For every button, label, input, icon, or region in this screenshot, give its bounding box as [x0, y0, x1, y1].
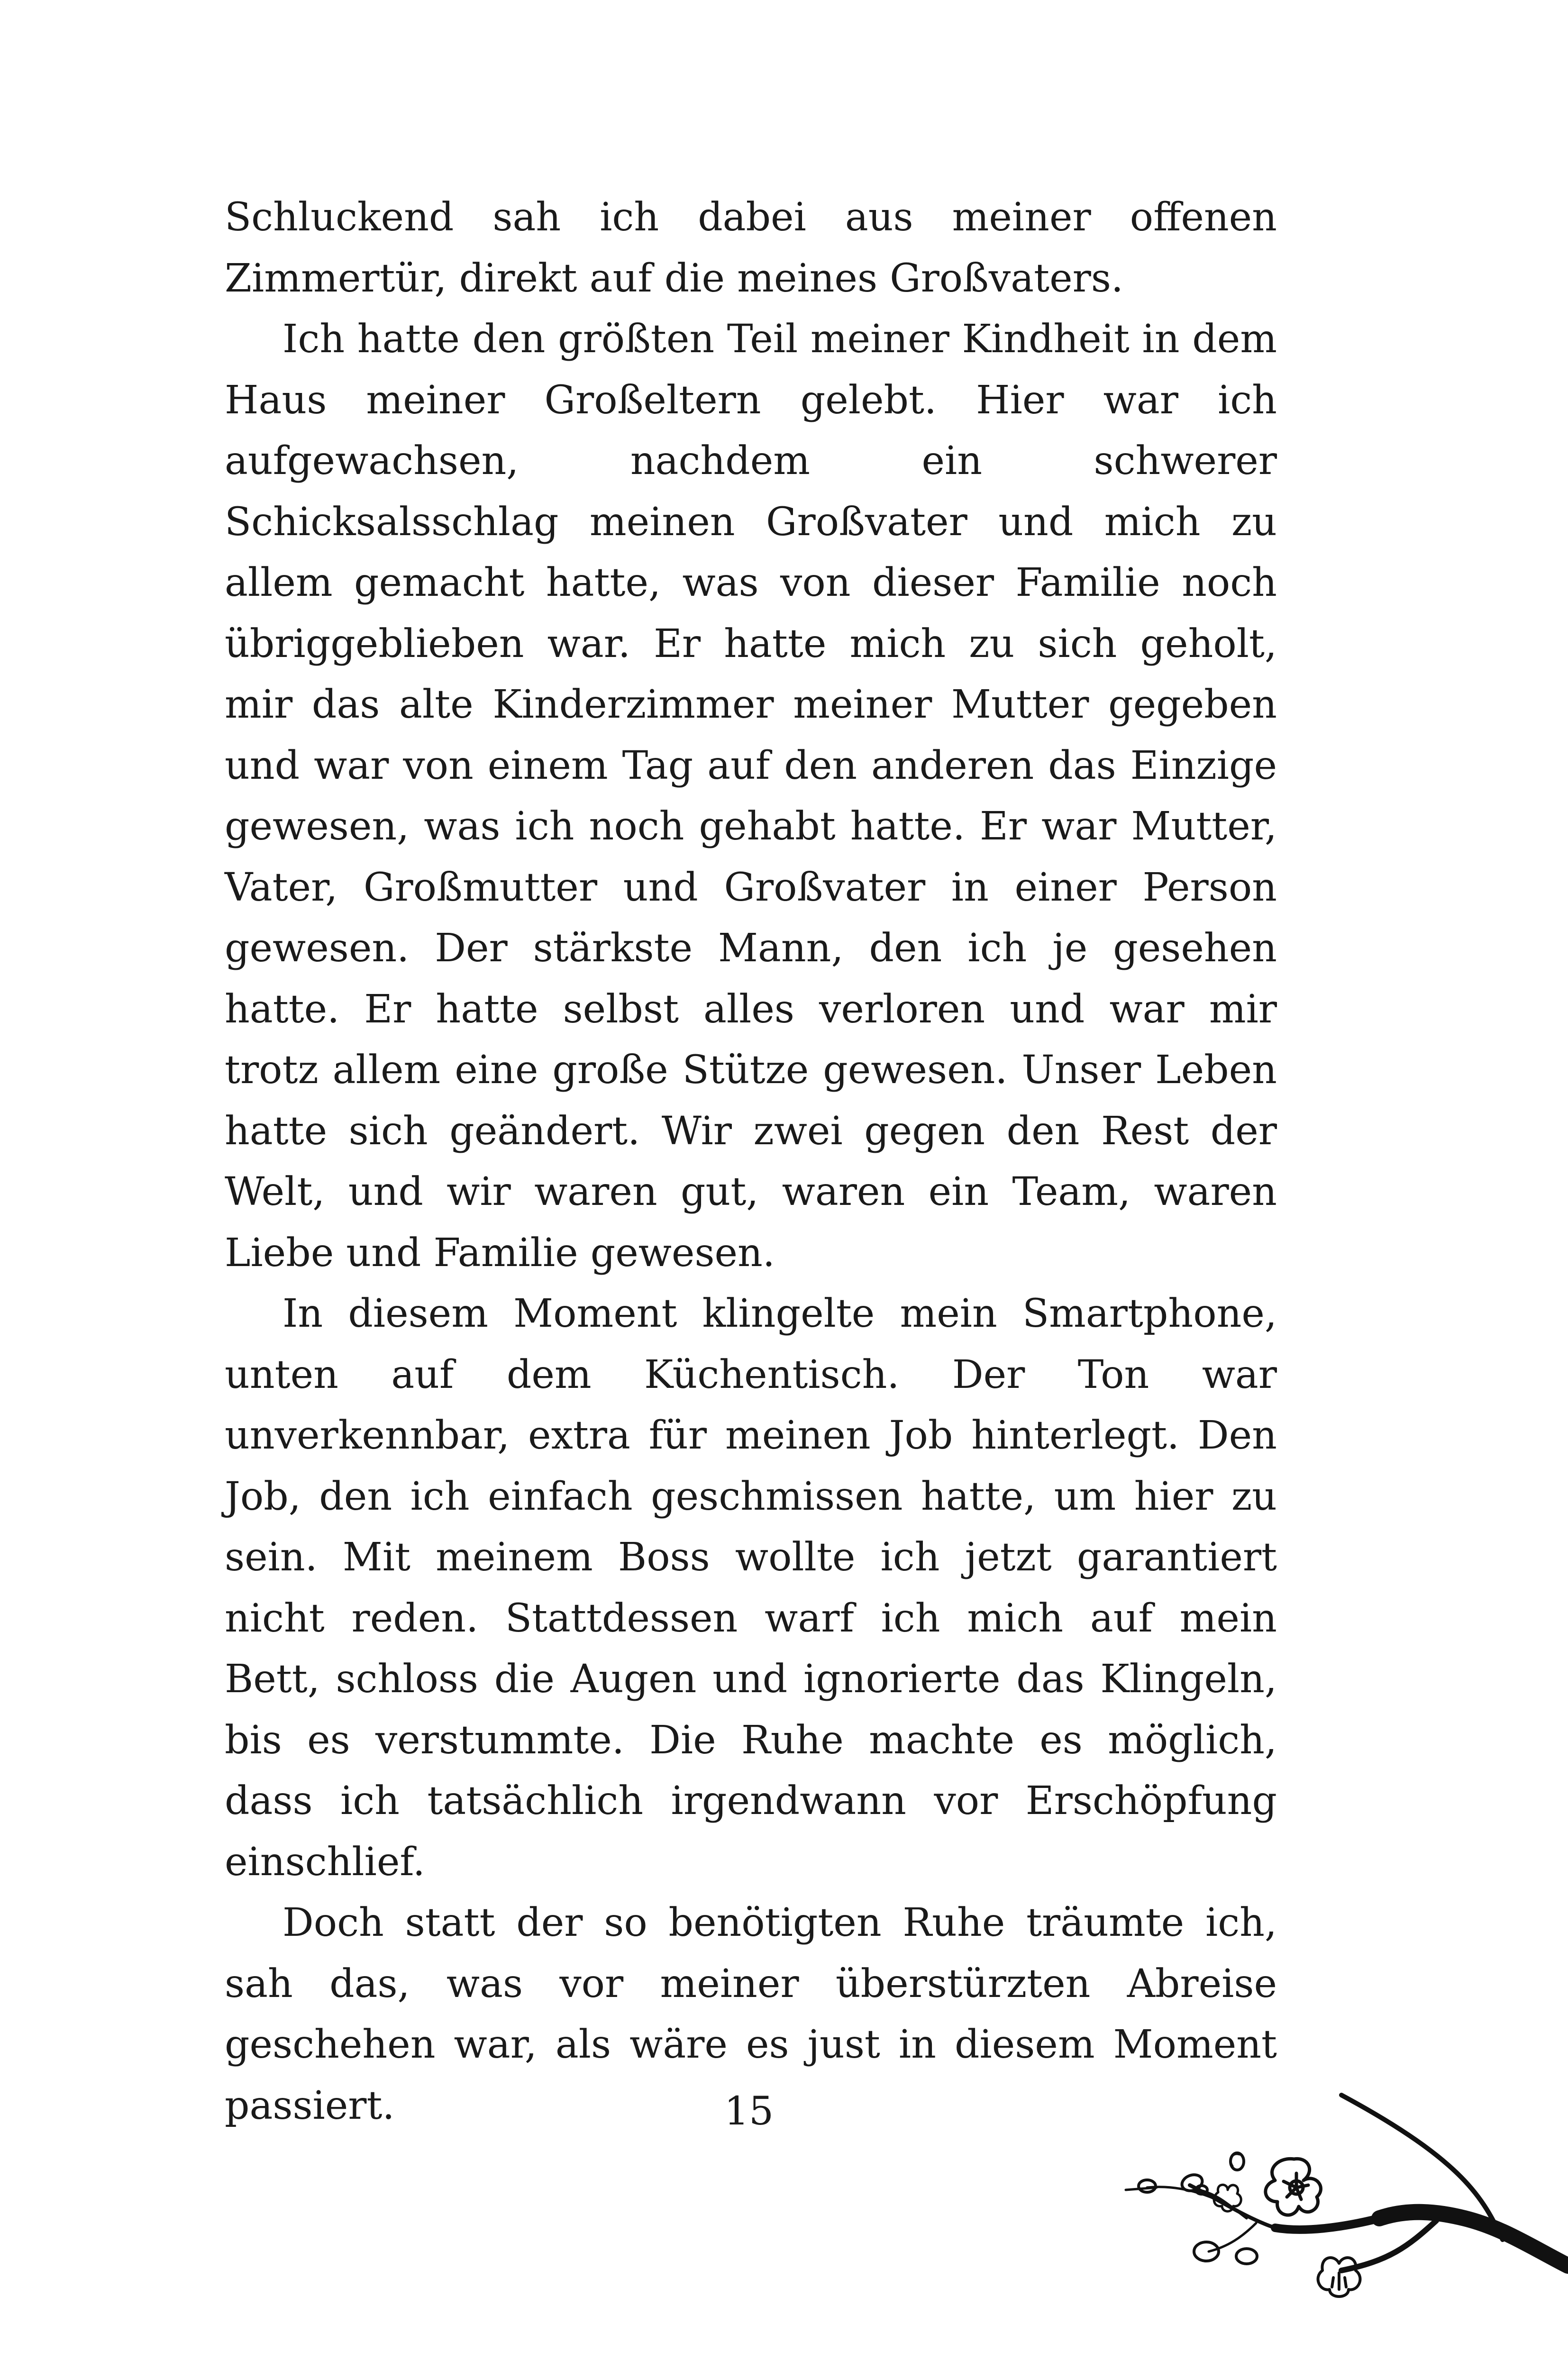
- paragraph-2: Ich hatte den größten Teil meiner Kindheit in dem Haus meiner Großeltern gelebt. Hier war ich aufgewachsen, nachdem ein schwerer Schicksalsschlag meinen Großvater und mich zu allem gemacht hatte, was von dieser Familie noch übriggeblieben war. Er hatte mich zu sich geholt, mir das alte Kinderzimmer meiner Mutter gegeben und war von einem Tag auf den anderen das Einzige gewesen, was ich noch gehabt hatte. Er war Mutter, Vater, Großmutter und Großvater in einer Person gewesen. Der stärkste Mann, den ich je gesehen hatte. Er hatte selbst alles verloren und war mir trotz allem eine große Stütze gewesen. Unser Leben hatte sich geändert. Wir zwei gegen den Rest der Welt, und wir waren gut, waren ein Team, waren Liebe und Familie gewesen.: [225, 317, 1277, 1276]
- paragraph-4: Doch statt der so benötigten Ruhe träumte ich, sah das, was vor meiner überstürzten Abreise geschehen war, als wäre es just in diesem Moment passiert.: [225, 1900, 1277, 2128]
- paragraph-3: In diesem Moment klingelte mein Smartphone, unten auf dem Küchentisch. Der Ton war unverkennbar, extra für meinen Job hinterlegt. Den Job, den ich einfach geschmissen hatte, um hier zu sein. Mit meinem Boss wollte ich jetzt garantiert nicht reden. Stattdessen warf ich mich auf mein Bett, schloss die Augen und ignorierte das Klingeln, bis es verstummte. Die Ruhe machte es möglich, dass ich tatsächlich irgendwann vor Erschöpfung einschlief.: [225, 1291, 1277, 1885]
- paragraph-1: Schluckend sah ich dabei aus meiner offenen Zimmertür, direkt auf die meines Großvaters.: [225, 195, 1277, 301]
- cherry-blossom-branch-icon: [1076, 2076, 1568, 2323]
- body-text: [225, 187, 1277, 2136]
- page-number: 15: [724, 2089, 774, 2134]
